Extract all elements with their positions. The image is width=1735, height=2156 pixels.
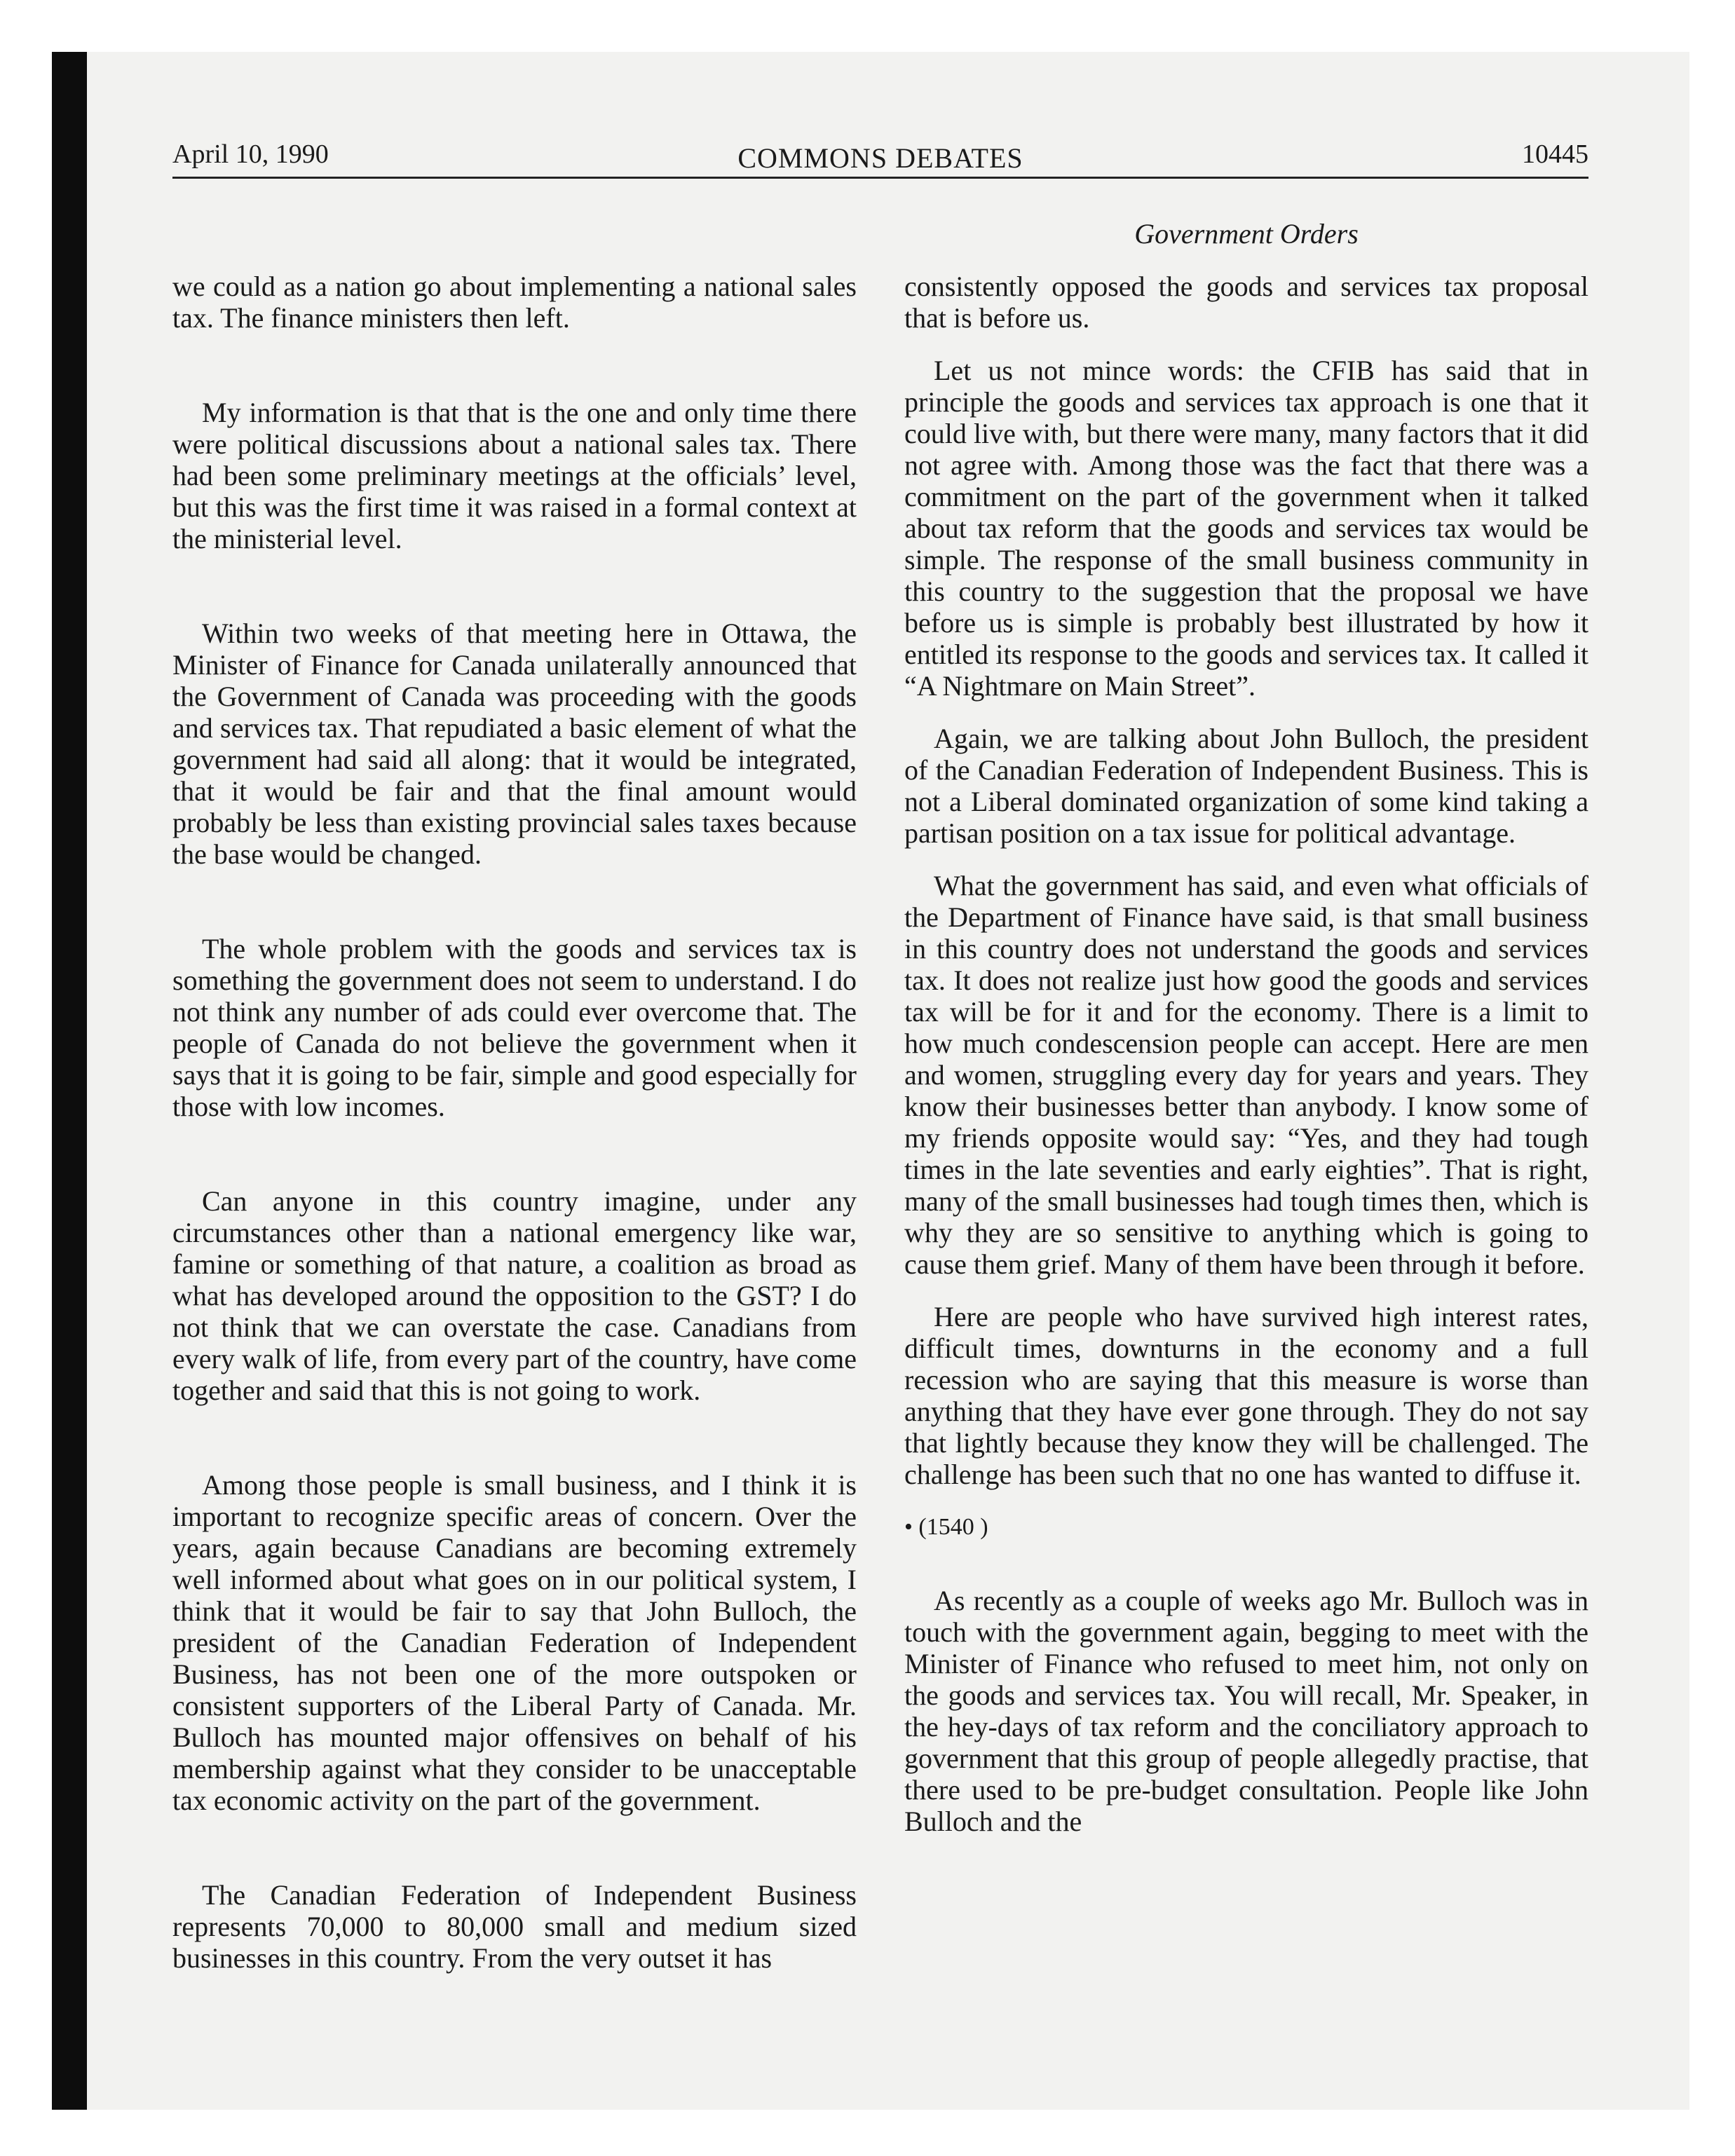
paragraph: What the government has said, and even what officials of the Department of Finance have said, is that small business in this country does not understand the goods and services tax. It does not realize just how good the goods and services tax will be for it and for the economy. There is a limit to how much condescension people can accept. Here are men and women, struggling every day for years and years. They know their businesses better than anybody. I know some of my friends opposite would say: “Yes, and they had tough times in the late seventies and early eighties”. That is right, many of the small businesses had tough times then, which is why they are so sensitive to anything which is going to cause them grief. Many of them have been through it before. [904,870,1588,1280]
paragraph: The Canadian Federation of Independent Business represents 70,000 to 80,000 small and medium sized businesses in this country. From the very outset it has [172,1879,857,1974]
section-title: Government Orders [1134,218,1359,250]
paragraph: Here are people who have survived high interest rates, difficult times, downturns in the economy and a full recession who are saying that this measure is worse than anything that they have ever gone through. They do not say that lightly because they know they will be challenged. The challenge has been such that no one has wanted to diffuse it. [904,1301,1588,1490]
paragraph: My information is that that is the one and only time there were political discussions about a national sales tax. There had been some preliminary meetings at the officials’ level, but this was the first time it was raised in a formal context at the ministerial level. [172,397,857,554]
paragraph: we could as a nation go about implementing a national sales tax. The finance ministers then left. [172,271,857,334]
paragraph: The whole problem with the goods and services tax is something the government does not seem to understand. I do not think any number of ads could ever overcome that. The people of Canada do not believe the government when it says that it is going to be fair, simple and good especially for those with low incomes. [172,933,857,1122]
header-rule [172,177,1588,179]
page-number: 10445 [1522,139,1588,169]
paragraph: Within two weeks of that meeting here in Ottawa, the Minister of Finance for Canada unilaterally announced that the Government of Canada was proceeding with the goods and services tax. That repudiated a basic element of what the government had said all along: that it would be integrated, that it would be fair and that the final amount would probably be less than existing provincial sales taxes because the base would be changed. [172,618,857,870]
left-column [172,271,857,2037]
paragraph: As recently as a couple of weeks ago Mr. Bulloch was in touch with the government again, begging to meet with the Minister of Finance who refused to meet him, not only on the goods and services tax. You will recall, Mr. Speaker, in the hey-days of tax reform and the conciliatory approach to government that this group of people allegedly practise, that there used to be pre-budget consultation. People like John Bulloch and the [904,1585,1588,1837]
running-header [172,133,1588,175]
paragraph: Again, we are talking about John Bulloch, the president of the Canadian Federation of Independent Business. This is not a Liberal dominated organization of some kind taking a partisan position on a tax issue for political advantage. [904,723,1588,849]
paragraph: consistently opposed the goods and services tax proposal that is before us. [904,271,1588,334]
paragraph: Among those people is small business, and I think it is important to recognize specific areas of concern. Over the years, again because Canadians are becoming extremely well informed about what goes on in our political system, I think that it would be fair to say that John Bulloch, the president of the Canadian Federation of Independent Business, has not been one of the more outspoken or consistent supporters of the Liberal Party of Canada. Mr. Bulloch has mounted major offensives on behalf of his membership against what they consider to be unacceptable tax economic activity on the part of the government. [172,1469,857,1816]
paragraph: Can anyone in this country imagine, under any circumstances other than a national emergency like war, famine or something of that nature, a coalition as broad as what has developed around the opposition to the GST? I do not think that we can overstate the case. Canadians from every walk of life, from every part of the country, have come together and said that this is not going to work. [172,1185,857,1406]
scan-binding-edge [52,52,87,2110]
time-stamp: • (1540 ) [904,1514,988,1540]
header-title: COMMONS DEBATES [737,142,1023,174]
right-column [904,271,1588,1858]
header-date: April 10, 1990 [172,139,329,169]
paragraph: Let us not mince words: the CFIB has said that in principle the goods and services tax approach is one that it could live with, but there were many, many factors that it did not agree with. Among those was the fact that there was a commitment on the part of the government when it talked about tax reform that the goods and services tax would be simple. The response of the small business community in this country to the suggestion that the proposal we have before us is simple is probably best illustrated by how it entitled its response to the goods and services tax. It called it “A Nightmare on Main Street”. [904,355,1589,702]
